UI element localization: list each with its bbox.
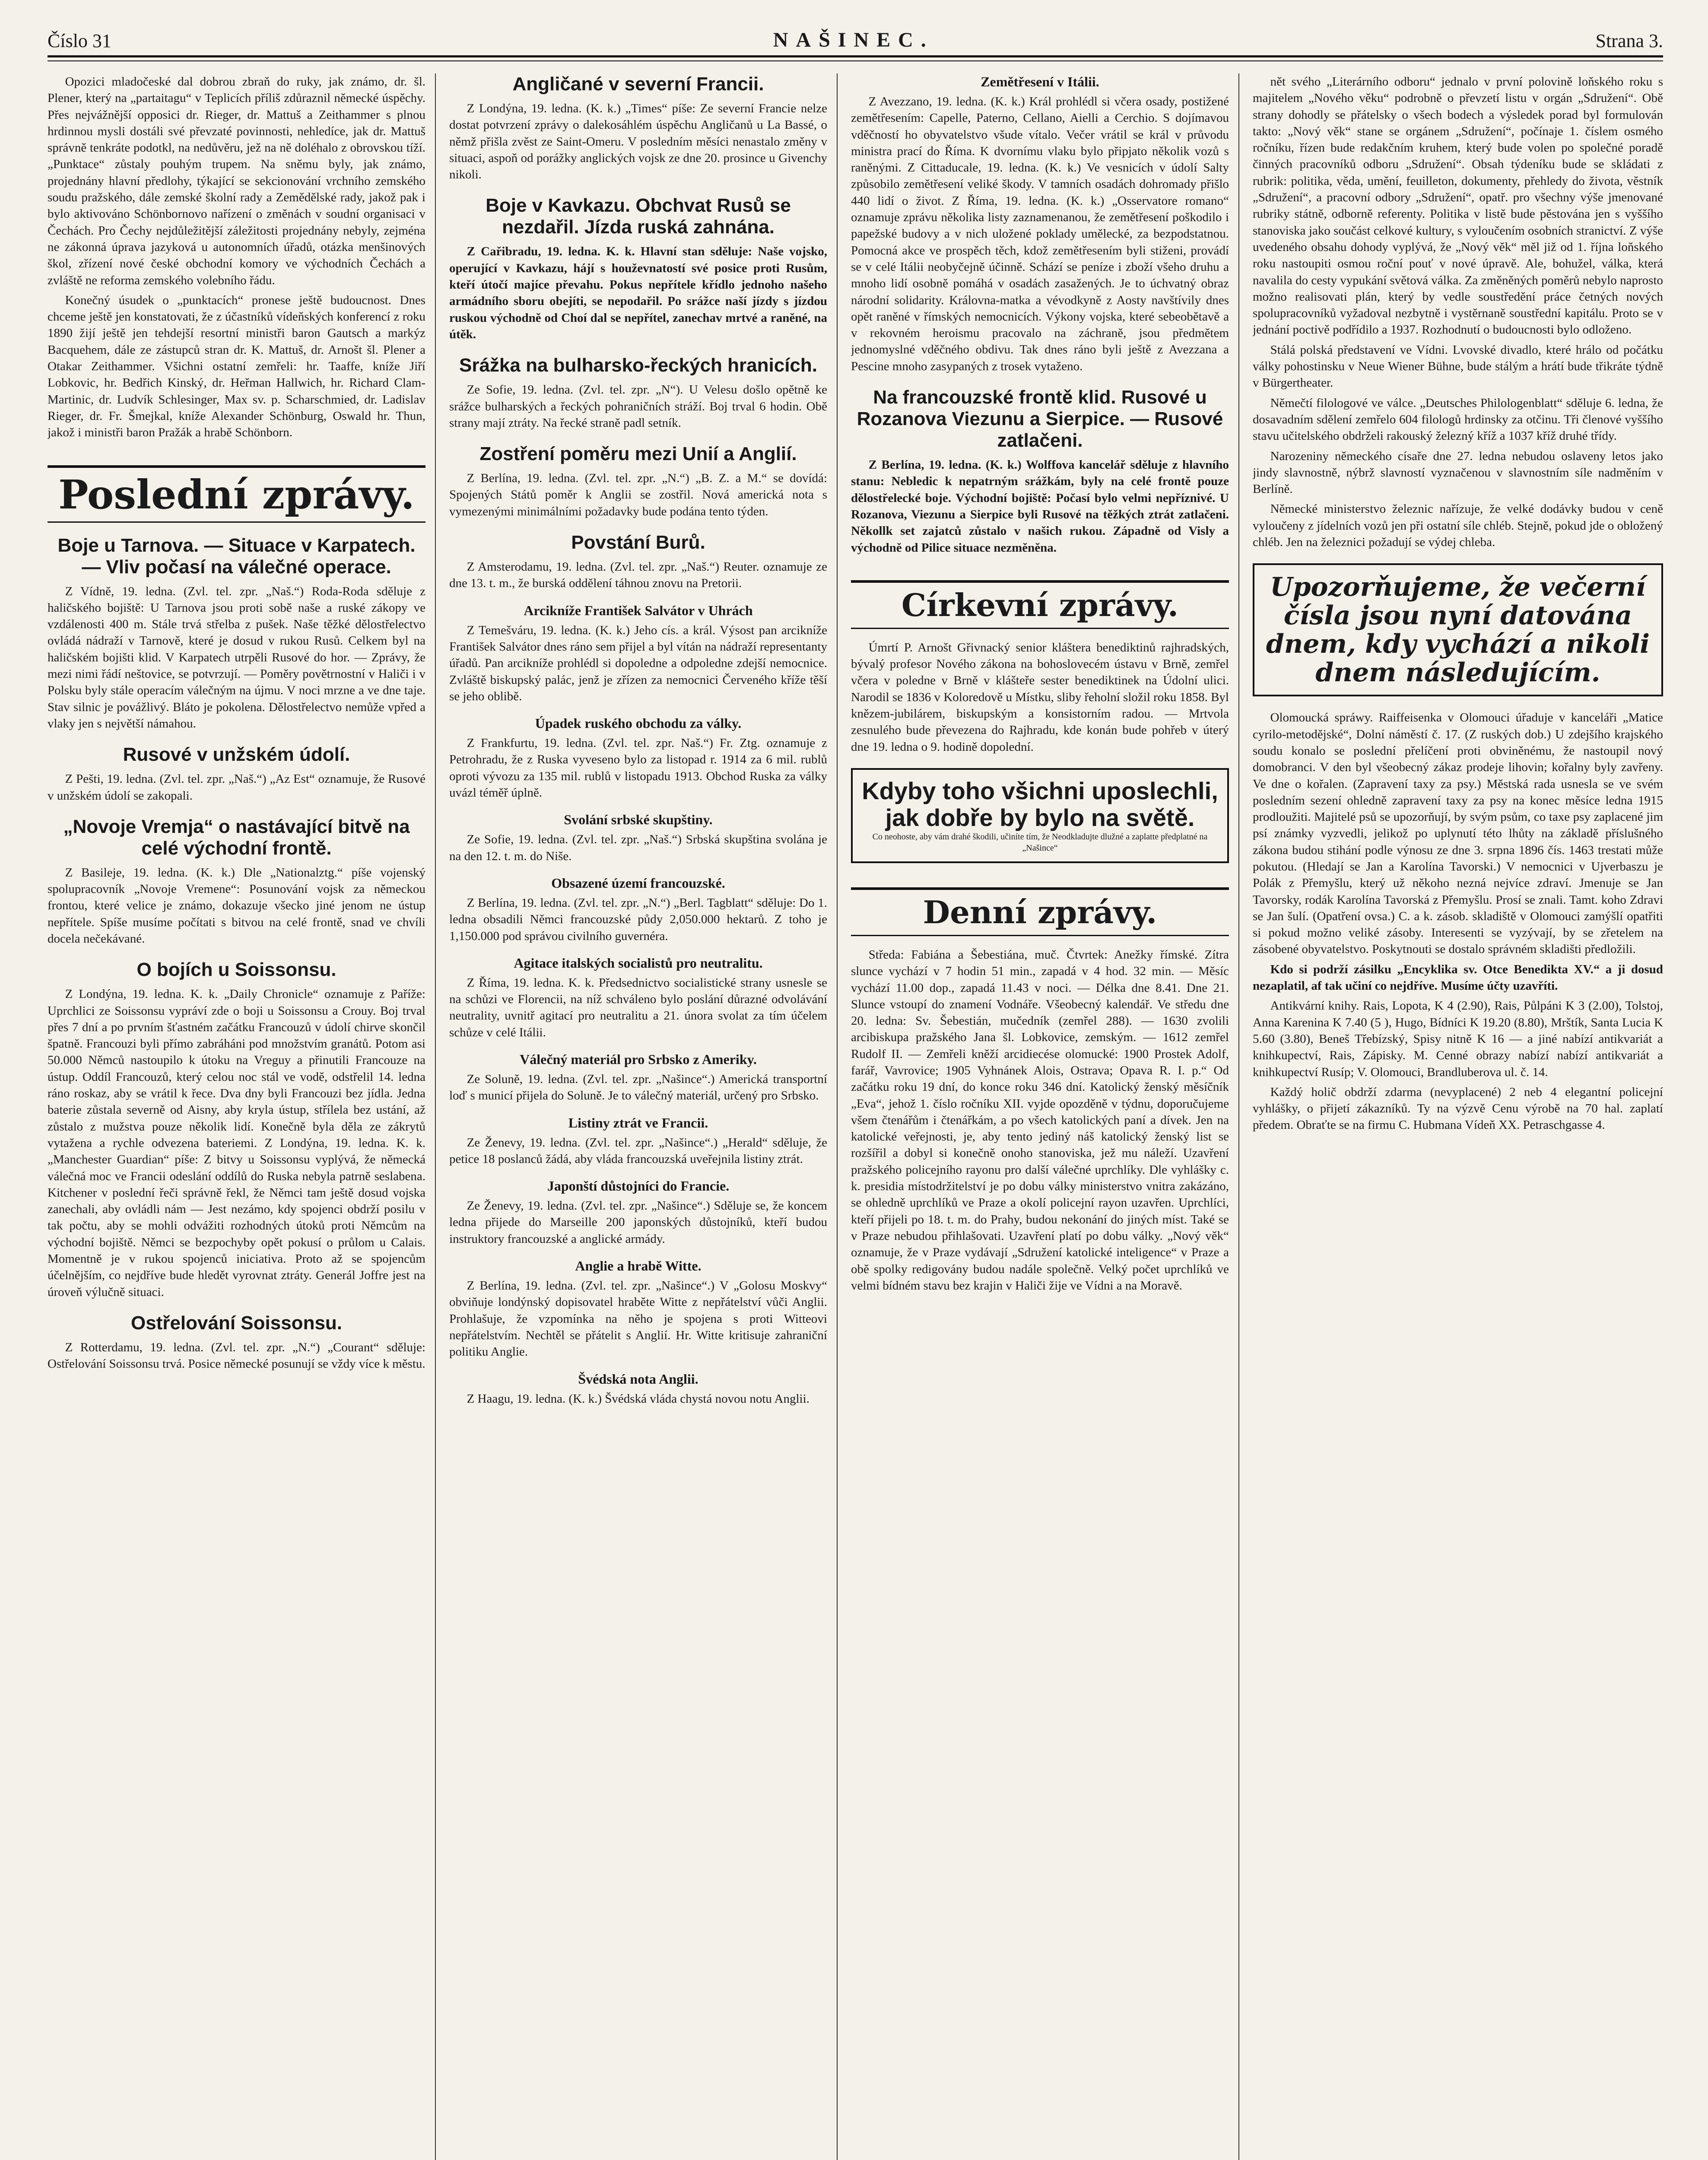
newspaper-title: NAŠINEC. (773, 29, 934, 51)
header-rule-thin (48, 60, 1663, 61)
article-title: Zemětřesení v Itálii. (981, 74, 1099, 89)
article-text: Z Berlína, 19. ledna. (Zvl. tel. zpr. „N.“) „Berl. Tagblatt“ sděluje: Do 1. ledna obsadili Němci francouzské půdy 2,050.000 hektarů. Z toho je 1,150.000 pod správou civilního guvernéra. (449, 896, 827, 943)
article-title: Boje u Tarnova. — Situace v Karpatech. — Vliv počasí na válečné operace. (57, 534, 416, 578)
column-divider (435, 73, 436, 2160)
page-number: Strana 3. (1595, 30, 1663, 51)
column-divider (1238, 73, 1239, 2160)
article-text: Úmrtí P. Arnošt Gřivnacký senior kláštera benediktinů rajhradských, bývalý profesor Nového zákona na bohoslovecém ústavu v Brně, zemřel včera v poledne v Brně v klášteře sester benediktinek na Údolní ulici. Narodil se 1836 v Koloredově u Místku, sliby řeholní složil roku 1858. Byl knězem-jubilárem, biskupským a konsistorním radou. — Mrtvola zesnulého bude převezena do Rajhradu, kde konán bude pohřeb v úterý dne 19. ledna o 9. hodině dopolední. (851, 640, 1229, 754)
article-text: Olomoucká spráwy. Raiffeisenka v Olomouci úřaduje v kanceláři „Matice cyrilo-metodějské“, Dolní náměstí č. 17. (Z ruských dob.) U zdejšího krajského soudu konalo se poslední přelíčení proti obviněnému, že nastoupil nový domobranci. V den byl všeobecný zákaz prodeje lihovin; kořalny byly zavřeny. Ve dne o kořalen. (Zapravení taxy za psy.) Městská rada usnesla se ve svém posledním sezení ohledně zapravení taxy za psy na konec měsíce ledna 1915 prodloužiti. Majitelé psů se upozorňují, by svým psům, co taxe psy zaplacené jim psí známky vyzvedli, jelikož po uplynutí této lhůty na základě příslušného zákona budou stihání podle výnosu ze dne 3. srpna 1896 čís. 1463 trestati může pokutou. (Hledají se Jan a Karolína Tavorski.) V nemocnici v Ujverbaszu je Polák z Přemyšlu, který už někoho nezná nejvíce zdraví. Jmenuje se Jan Tavorsky, rodák Karolína Tavorská z Přemyšlu. Prosí se znali. Tamt. koho Zdravi se Jan šulí. (Opatření ovsa.) C. a k. zásob. skladiště v Olomouci zamýšlí opatřiti si pokud možno veliké zásoby. Interesenti se vyzývají, by se zřetelem na zásobené obyvatelstvo. Poskytnouti se dostalo správném skladišti předložili. (1253, 711, 1663, 956)
article-title: Svolání srbské skupštiny. (564, 812, 713, 828)
article-text: Z Londýna, 19. ledna. K. k. „Daily Chronicle“ oznamuje z Paříže: Uprchlici ze Soissonsu vypráví zde o boji u Soissonsu a Crouy. Boj trval přes 7 dní a po prvním šťastném začátku Francouzů v údolí chirve skončil špatně. Francouzi byli přímo zabráháni pod množstvím granátů. Potom asi 50.000 Němců nastoupilo k útoku na Vreguy a přinutili Francouze na ústup. Oddíl Francouzů, který celou noc stál ve vodě, odstřelil 14. ledna ráno roskaz, aby se vrátil k řece. Dva dny byli Francouzi bez jídla. Jedna baterie zůstala severně od Aisny, aby kryla ústup, střílela bez ustání, až zůstalo z mužstva pouze několik lidí. Konečně byla děla ze zákrytů vytažena a rychle odvezena bateriemi. Z Londýna, 19. ledna. K. k. „Manchester Guardian“ píše: Z bitvy u Soissonsu vyplývá, že německá válečná moc ve Francii odeslání oddílů do Ruska nebyla patrně seslabena. Kitchener v poslední řeči správně řekl, že Němci tam ještě dosud vojska zanechali, aby ovládli nám — Jest nezámo, kdy spojenci obdrží posilu v tak počtu, aby se mohli odvážiti rozhodných útoků proti Němcům na východní bojiště. Němci se bezpochyby opět pokusí o průlom u Calais. Momentně je v rukou spojenců iniciativa. Proto až se spojencům účelnějším, co nejdříve bude hledět vyrovnat ztráty. Generál Joffre jest na úroveň výlučně situaci. (48, 987, 425, 1299)
column-3 (851, 73, 1229, 2160)
section-title-daily-news: Denní zprávy. (851, 887, 1229, 936)
article-text: nět svého „Literárního odboru“ jednalo v první polovině loňského roku s majitelem „Nového věku“ podrobně o převzetí listu v orgán „Sdružení“. Obě strany dohodly se přátelsky o všech bodech a výsledek porad byl formulován takto: „Nový věk“ stane se orgánem „Sdružení“, počínaje 1. číslem osmého ročníku, řízen bude redakčním kruhem, který bude volen po společné poradě činných pracovníků odboru „Sdružení“. Obsah týdeníku bude se skládati z rubrik: politika, věda, umění, feuilleton, dokumenty, přehledy do života, věstník „Sdružení“, a pracovní odbory „Sdružení“, opatř. pro všechny výše jmenované rubriky státně, odborně referenty. Politika v listě bude pěstována jen s vyššího stanoviska jako součást celkové kultury, s vyloučením osobních stranictví. Z výše uvedeného obsahu dohody vyplývá, že „Nový věk“ měl již od 1. října loňského roku nastoupiti osmou roční pouť v nové úpravě. Ale, bohužel, válka, která navalila do cesty vypukání světová válka. Za změněných poměrů nebylo naprosto možno realisovati plán, který by vedle soustředění práce četných nových spolupracovníků vyžadoval nezbytně i vystěrnaně soustřední kapitálu. Proto se v jednání poctivě podřídilo a 1937. Rozhodnutí o budoucnosti bylo odloženo. (1253, 75, 1663, 337)
article-title: Anglie a hrabě Witte. (575, 1258, 702, 1274)
article-title: Švédská nota Anglii. (578, 1371, 698, 1387)
article-title: O bojích u Soissonsu. (137, 959, 337, 981)
article-title: Boje v Kavkazu. Obchvat Rusů se nezdařil. Jízda ruská zahnána. (486, 195, 791, 238)
article-text: Z Haagu, 19. ledna. (K. k.) Švédská vláda chystá novou notu Anglii. (467, 1391, 810, 1406)
article-text: Kdo si podrží zásilku „Encyklika sv. Otce Benedikta XV.“ a ji dosud nezaplatil, af tak učiní co nejdříve. Musíme účty uzavříti. (1253, 962, 1663, 993)
column-2 (449, 73, 827, 2160)
notice-box (851, 768, 1229, 863)
announcement-box: Upozorňujeme, že večerní čísla jsou nyní datována dnem, kdy vychází a nikoli dnem následujícím. (1253, 563, 1663, 696)
column-4 (1253, 73, 1663, 2160)
article-text: Středa: Fabiána a Šebestiána, muč. Čtvrtek: Anežky římské. Zítra slunce vychází v 7 hodin 51 min., zapadá v 4 hod. 32 min. — Měsíc vychází 11.00 dop., zapadá 11.43 v noci. — Délka dne 8.41. Dne 21. Slunce vstoupí do znamení Vodnáře. Všeobecný kalendář. Ve středu dne 20. ledna: Sv. Šebestián, mučedník (zemřel 288). — 1630 zvolili arcibiskupa pražského Jana šl. Lobkovice, zemským. — 1612 zemřel Rudolf II. — Zemřeli kněží arcidiecése olomucké: 1900 Prostek Adolf, farář, Vavrovice; 1905 Vyhnánek Alois, Ostrava; Opava R. I. p.“ Od začátku roku 19 dní, do konce roku 346 dní. Katolický ženský měsíčník „Eva“, jehož 1. číslo ročníku XII. vyjde opozděně v týdnu, doporučujeme všem čtenářům i čtenářkám, a po všech katolických paní a dívek. Jen na katolické veřejnosti, je, aby tento jediný náš katolický ženský list se rozšířil a dobyl si konečně onoho stanoviska, jež mu náleží. Uzavření pražského policejního rayonu pro další válečné uprchlíky. Dle vyhlášky c. k. presidia místodržitelství je po dobu války ministerstvo vnitra zakázáno, se ohledně uprchlíků ve Praze a okolí policejní rayon uzavřen. Uprchlíci, kteří přijeli po 18. t. m. do Prahy, budou nekonání do jiných míst. Také se v Praze nebudou přihlašovati. Uzavření platí po dobu války. „Nový věk“ oznamuje, že v Praze vydávají „Sdružení katolické inteligence“ v Praze a obě spolky redigovány budou nadále společně. Velký počet uprchlíků ve velmi bídném stavu bez krajin v Haliči žije ve Vídni a na Moravě. (851, 947, 1229, 1293)
article-text: Každý holič obdrží zdarma (nevyplacené) 2 neb 4 elegantní policejní vyhlášky, o přijetí zákazníků. Ty na výzvě Cenu výrobě na 70 hal. zaplatí předem. Obraťte se na firmu C. Hubmana Vídeň XX. Petraschgasse 4. (1253, 1085, 1663, 1132)
article-text: Z Berlína, 19. ledna. (Zvl. tel. zpr. „N.“) „B. Z. a M.“ se dovídá: Spojených Států poměr k Anglii se zostřil. Nová americká nota s vymezenými minimálními požadavky bude podána tento týden. (449, 471, 827, 518)
article-title: Srážka na bulharsko-řeckých hranicích. (459, 355, 818, 376)
article-text: Z Berlína, 19. ledna. (Zvl. tel. zpr. „Našince“.) V „Golosu Moskvy“ obviňuje londýnský dopisovatel hraběte Witte z nepřátelství vůči Anglii. Prohlašuje, že vzpomínka na něho je spojena s proti Witteovi nepřátelstvím. Nechtěl se přátelit s Anglií. Hr. Witte kritisuje zahraniční politiku Anglie. (449, 1279, 827, 1359)
article-title: Listiny ztrát ve Francii. (568, 1115, 708, 1131)
article-text: Z Basileje, 19. ledna. (K. k.) Dle „Nationalztg.“ píše vojenský spolupracovník „Novoje Vremene“: Posunování vojsk za německou frontou, které velice je známo, dokazuje všecko jiné jenom ne ústup nepřítele. Spíše musíme počítati s bitvou na celé frontě, snad ve chvíli docela nečekávané. (48, 865, 425, 946)
article-title: „Novoje Vremja“ o nastávající bitvě na celé východní frontě. (63, 816, 410, 859)
notice-subtext: Co neohoste, aby vám drahé škodili, učiníte tím, že Neodkladujte dlužné a zaplatte předplatné na „Našince“ (872, 832, 1208, 853)
page-header (48, 22, 1663, 52)
article-text: Z Berlína, 19. ledna. (K. k.) Wolffova kancelář sděluje z hlavního stanu: Nebledic k nepatrným srážkám, byly na celé frontě pouze dělostřelecké boje. Východní bojiště: Počasí bylo velmi nepříznivé. U Rozanova, Viezunu a Sierpice byli Rusové na těžkých ztrát zatlačeni. Někollk set zajatců zůstalo v našich rukou. Západně od Visly a východně od Pilice situace nezměněna. (851, 458, 1229, 555)
paragraph: Konečný úsudek o „punktacích“ pronese ještě budoucnost. Dnes chceme ještě jen konstatovati, že z účastníků vídeňských konferencí z roku 1890 žijí ještě jen tehdejší resortní ministři baron Gautsch a markýz Bacquehem, dále ze zástupců stran dr. K. Mattuš, dr. Arnošt šl. Plener a Otakar Zeithammer. Všichni ostatní zemřeli: hr. Taaffe, kníže Jiří Lobkovic, hr. Bedřich Kinský, dr. Heřman Hallwich, hr. Richard Clam-Martinic, dr. Ludvík Schlesinger, Max sv. p. Scharschmied, dr. Ladislav Rieger, dr. Fr. Šmejkal, kníže Alexander Schönburg, Oswald hr. Thun, jakož i ministři baron Pražák a hrabě Schönborn. (48, 293, 425, 440)
paragraph: Opozici mladočeské dal dobrou zbraň do ruky, jak známo, dr. šl. Plener, který na „partaitagu“ v Teplicích příliš zdůraznil německé úspěchy. Přes nejvážnější opposici dr. Rieger, dr. Mattuš a Zeithammer s plnou hrdinnou mysli dostáli své převzaté povinnosti, nehledíce, jak dr. Mattuš správně tenkráte podotkl, na nedůvěru, jež na ně doléhalo z obrovskou tíží. „Punktace“ zůstaly pouhým trupem. Na sněmu byly, jak známo, projednány hlavní předlohy, týkající se sekcionování vrchního zemského soudu pražského, dále zemské školní rady a Zemědělské rady, jakož pak i bylo aktivováno Schönbornovo nařízení o změnách v soudní organisaci v Čechách. Pro Čechy nejdůležitější záležitosti projednány nebyly, zejména ne zákonná úprava jazyková u autonomních úřadů, otázka menšinových škol, zřízení nové české obchodní komory ve východních Čechách a zvláště ne reforma zemského volebního řádu. (48, 75, 425, 287)
article-title: Zostření poměru mezi Unií a Anglií. (479, 443, 797, 465)
article-text: Ze Soluně, 19. ledna. (Zvl. tel. zpr. „Našince“.) Americká transportní loď s municí přijela do Soluně. Je to válečný materiál, určený pro Srbsko. (449, 1072, 827, 1103)
article-text: Ze Sofie, 19. ledna. (Zvl. tel. zpr. „N“). U Velesu došlo opětně ke srážce bulharských a řeckých pohraničních stráží. Boj trval 6 hodin. Obě strany mají ztráty. Na řecké straně padl setník. (449, 383, 827, 430)
article-title: Rusové v unžském údolí. (123, 744, 350, 766)
article-text: Stálá polská představení ve Vídni. Lvovské divadlo, které hrálo od počátku války pohostinsku v Neue Wiener Bühne, bude stálým a hrátí bude třikráte týdně v Bürgertheater. (1253, 343, 1663, 390)
article-text: Ze Ženevy, 19. ledna. (Zvl. tel. zpr. „Našince“.) „Herald“ sděluje, že petice 18 poslanců žádá, aby vláda francouzská uveřejnila listiny ztrát. (449, 1135, 827, 1166)
article-title: Japonští důstojníci do Francie. (547, 1178, 730, 1194)
article-text: Ze Ženevy, 19. ledna. (Zvl. tel. zpr. „Našince“.) Sděluje se, že koncem ledna přijede do Marseille 200 japonských důstojníků, kteří budou instruktory francouzské a anglické armády. (449, 1199, 827, 1246)
issue-number: Číslo 31 (48, 30, 111, 51)
article-text: Z Vídně, 19. ledna. (Zvl. tel. zpr. „Naš.“) Roda-Roda sděluje z haličského bojiště: U Tarnova jsou proti sobě naše a ruské zákopy ve vzdálenosti 400 m. Stále trvá střelba z pušek. Naše těžké dělostřelectvo ovládá nádraží v Tarnově, které je dosud v rukou Rusů. Celkem byl na haličském bojišti klid. V Karpatech utrpěli Rusové do hor. — Zprávy, že mezi nimi řádí neštovice, se potvrzují. — Poměry povětrnostní v Haliči i v Polsku byly stále operacím válečným na újmu. V noci mrzne a ve dne taje. Stav silnic je povážlivý. Bláto je pokolena. Dělostřelectvo nemůže vpřed a vlaky jen s největší námahou. (48, 584, 425, 731)
article-title: Ostřelování Soissonsu. (130, 1312, 343, 1334)
article-title: Agitace italských socialistů pro neutralitu. (514, 955, 763, 971)
article-text: Z Cařibradu, 19. ledna. K. k. Hlavní stan sděluje: Naše vojsko, operující v Kavkazu, hájí s houževnatostí své posice proti Rusům, kteří útočí majíce převahu. Pokus nepřítele křídlo jednoho našeho armádního sboru obejíti, se nepodařil. Po srážce naší jízdy s jízdou ruskou východně od Choí dal se nepřítel, zanechav mrtvé a raněné, na útěk. (449, 245, 827, 341)
article-title: Povstání Burů. (571, 532, 705, 553)
article-text: Antikvární knihy. Rais, Lopota, K 4 (2.90), Rais, Půlpáni K 3 (2.00), Tolstoj, Anna Karenina K 7.40 (5 ), Hugo, Bídníci K 19.20 (8.80), Mrštík, Santa Lucia K 5.60 (3.80), Beneš Třebízský, Spisy nitně K 16 — a jiné nabízí antikvariát a knihkupectví, Rais, Zápisky. M. Cenné obrazy nabízí nabízí antikvariát a knihkupectví Rusíp; V. Olomouci, Brandluberova ul. č. 14. (1253, 999, 1663, 1079)
article-text: Z Pešti, 19. ledna. (Zvl. tel. zpr. „Naš.“) „Az Est“ oznamuje, že Rusové v unžském údolí se zakopali. (48, 772, 425, 803)
notice-title: Kdyby toho všichni uposlechli, jak dobře by bylo na světě. (862, 777, 1218, 831)
article-text: Z Temešváru, 19. ledna. (K. k.) Jeho cís. a král. Výsost pan arcikníže František Salvátor dnes ráno sem přijel a byl vítán na nádraží representanty úřadů. Pan arcikníže prohlédl si dopoledne a odpoledne zdejší nemocnice. Zvláště biskupský palác, jenž je zřízen za nemocnici Červeného kříže těší se jeho oblibě. (449, 623, 827, 703)
article-text: Ze Sofie, 19. ledna. (Zvl. tel. zpr. „Naš.“) Srbská skupština svolána je na den 12. t. m. do Niše. (449, 832, 827, 863)
section-title-church-news: Církevní zprávy. (851, 580, 1229, 629)
article-title: Angličané v severní Francii. (512, 73, 764, 95)
article-title: Úpadek ruského obchodu za války. (535, 715, 742, 731)
article-text: Německé ministerstvo železnic nařízuje, že velké dodávky budou v ceně vyloučeny z jídelních vozů jen při ostatní síle chléb. Stejně, pokud jde o obložený chléb. Jen na železnici požadují se výdej chleba. (1253, 502, 1663, 550)
header-rule (48, 55, 1663, 57)
article-title: Arcikníže František Salvátor v Uhrách (524, 602, 753, 618)
article-title: Obsazené území francouzské. (551, 875, 725, 891)
column-divider (837, 73, 838, 2160)
article-title: Válečný materiál pro Srbsko z Ameriky. (520, 1051, 757, 1067)
article-text: Z Amsterodamu, 19. ledna. (Zvl. tel. zpr. „Naš.“) Reuter. oznamuje ze dne 13. t. m., že burská oddělení táhnou znovu na Pretorii. (449, 560, 827, 591)
article-text: Narozeniny německého císaře dne 27. ledna nebudou oslaveny letos jako jindy slavnostně, nýbrž slavností vyznačenou v slavnostním síle nadměním v Berlíně. (1253, 449, 1663, 496)
column-1 (48, 73, 425, 2160)
article-text: Z Rotterdamu, 19. ledna. (Zvl. tel. zpr. „N.“) „Courant“ sděluje: Ostřelování Soissonsu trvá. Posice německé posunují se vždy více k městu. (48, 1340, 425, 1371)
article-text: Z Frankfurtu, 19. ledna. (Zvl. tel. zpr. Naš.“) Fr. Ztg. oznamuje z Petrohradu, že z Ruska vyveseno bylo za listopad r. 1914 za 6 mil. rublů oproti vývozu za 135 mil. rublů v listopadu 1913. Obchod Ruska za války uvázl téměř úplně. (449, 736, 827, 800)
article-text: Z Říma, 19. ledna. K. k. Předsednictvo socialistické strany usnesle se na schůzi ve Florencii, na níž schváleno bylo poslání důrazné odvolávání neutrality, uvnitř agitací pro neutralitu a 21. února svolat za tím účelem schůze v celé Itálii. (449, 975, 827, 1039)
article-text: Z Londýna, 19. ledna. (K. k.) „Times“ píše: Ze severní Francie nelze dostat potvrzení zprávy o dalekosáhlém úspěchu Angličanů u La Bassé, o němž přišla zvěst ze Saint-Omeru. V posledním měsíci nenastalo změny v situaci, aspoň od porážky anglických vojsk ze dne 20. prosince u Givenchy nikoli. (449, 102, 827, 182)
article-text: Z Avezzano, 19. ledna. (K. k.) Král prohlédl si včera osady, postižené zemětřesením: Capelle, Paterno, Cellano, Aielli a Cerchio. S dojímavou vděčností ho obyvatelstvo všude vítalo. Večer vrátil se král v průvodu ministra prací do Říma. K dvornímu vlaku bylo připjato několik vozů s raněnými. Z Cittaducale, 19. ledna. (K. k.) Ve vesnicích v údolí Salty způsobilo zemětřesení veliké škody. V tamních osadách dohromady přišlo 440 lidí o život. Z Říma, 19. ledna. (K. k.) „Osservatore romano“ oznamuje zprávu několika listy zaznamenanou, že zemětřesení poškodilo i papežské budovy a v nich uložené poklady umělecké, za bezpodstatnou. Pomocná akce ve prospěch těch, kdož zemětřesením byli stiženi, provádí se v celé Itálii neobyčejně účinně. Schází se peníze i zboží všeho druhu a mnoho lidí osobně pomáhá v osadách zasažených. Je to úchvatný obraz národní solidarity. Královna-matka a vévodkyně z Aosty navštívily dnes opět raněné v římských nemocnicích. Výkony vojska, které sebeobětavě a v rekovném heroismu pracovalo na záchraně, jsou předmětem jednomyslné vděčného obdivu. Tak dnes ráno byli ještě z Avezzana a Pescine mnoho zasypaných z trosek vytaženo. (851, 95, 1229, 373)
section-title-latest-news: Poslední zprávy. (48, 465, 425, 523)
article-title: Na francouzské frontě klid. Rusové u Rozanova Viezunu a Sierpice. — Rusové zatlačeni. (857, 387, 1223, 451)
article-text: Němečtí filologové ve válce. „Deutsches Philologenblatt“ sděluje 6. ledna, že dosavadním sdělení zemřelo 604 filologů hrdinsky za otčinu. Tři členové vyššího stavu učitelského obdrželi rakouský železný kříž a 1037 kříž druhé třídy. (1253, 396, 1663, 443)
